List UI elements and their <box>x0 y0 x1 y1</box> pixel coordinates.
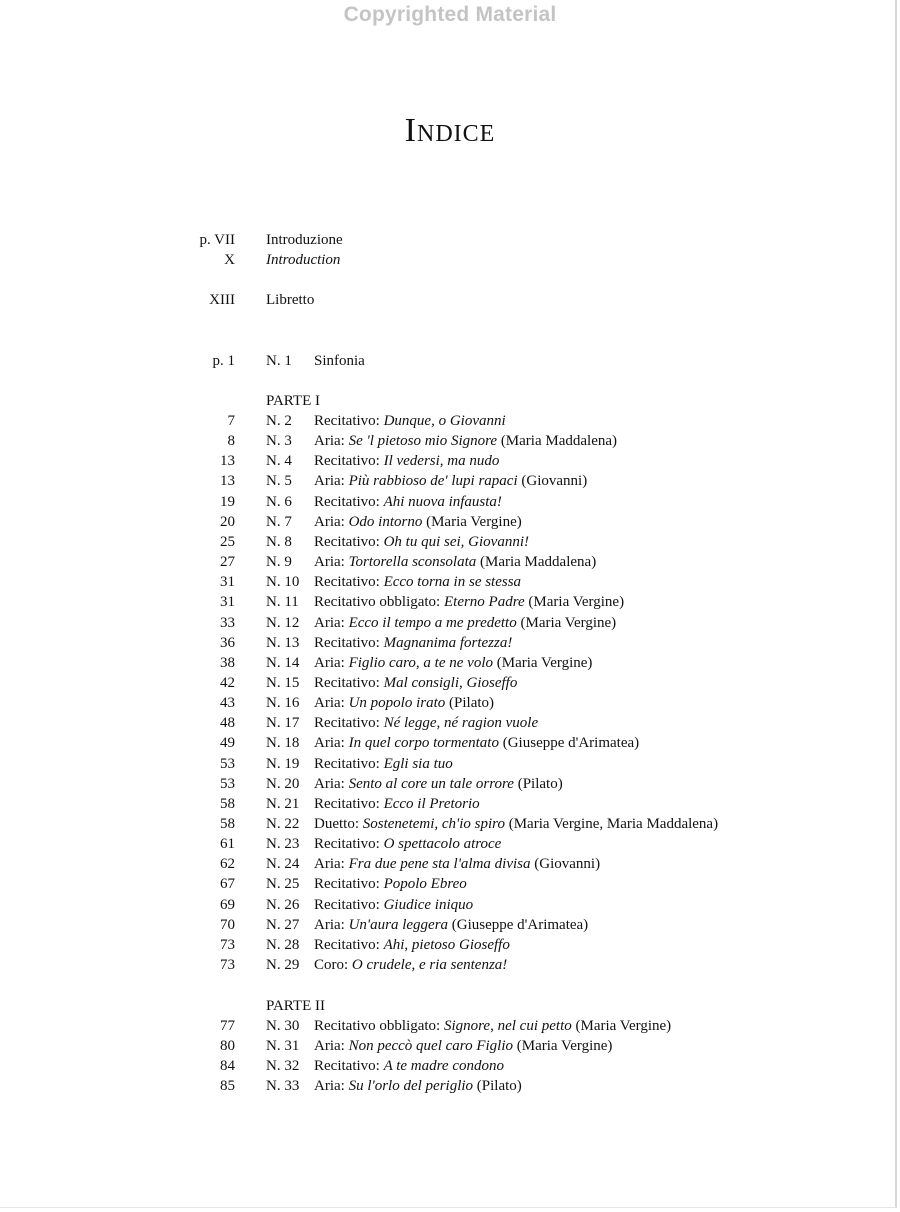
piece-type: Aria: <box>314 433 345 450</box>
entry-body <box>314 854 600 874</box>
entry-body <box>314 592 624 612</box>
piece-type: Aria: <box>314 735 345 752</box>
entry-title: Libretto <box>266 292 315 308</box>
entry-number: N. 13 <box>266 634 300 651</box>
page-number: 31 <box>220 574 235 591</box>
piece-incipit: O spettacolo atroce <box>383 836 502 853</box>
piece-type: Aria: <box>314 1038 345 1055</box>
entry-body <box>314 653 592 673</box>
piece-character: (Giuseppe d'Arimatea) <box>451 916 589 933</box>
entry-number: N. 4 <box>266 453 292 470</box>
page-number: 69 <box>220 896 235 913</box>
piece-incipit: Se 'l pietoso mio Signore <box>348 433 498 450</box>
piece-type: Recitativo: <box>314 715 380 732</box>
entry-body <box>314 794 480 814</box>
page-title: Indice <box>404 112 496 149</box>
piece-character: (Giovanni) <box>534 856 601 873</box>
page-number: 19 <box>220 493 235 510</box>
piece-character: (Pilato) <box>517 775 563 792</box>
entry-body <box>314 895 473 915</box>
entry-body <box>314 1016 671 1036</box>
entry-body <box>314 955 507 975</box>
entry-number: N. 30 <box>266 1018 300 1034</box>
piece-character: (Maria Vergine) <box>528 594 625 611</box>
piece-incipit: O crudele, e ria sentenza! <box>351 957 508 974</box>
entry-number: N. 33 <box>266 1078 300 1095</box>
entry-number: N. 26 <box>266 896 300 913</box>
page-number: 53 <box>220 775 235 792</box>
entry-body <box>314 935 510 955</box>
entry-body <box>314 673 517 693</box>
entry-body <box>314 552 596 572</box>
entry-body <box>314 572 521 592</box>
piece-type: Aria: <box>314 1078 345 1095</box>
entry-number: N. 11 <box>266 594 299 611</box>
piece-type: Recitativo: <box>314 755 380 772</box>
entry-body <box>314 1056 504 1076</box>
page-number: X <box>224 252 235 268</box>
entry-number: N. 9 <box>266 554 292 571</box>
entry-number: N. 24 <box>266 856 300 873</box>
piece-type: Recitativo obbligato: <box>314 594 441 611</box>
piece-type: Aria: <box>314 916 345 933</box>
piece-type: Recitativo: <box>314 836 380 853</box>
piece-incipit: Su l'orlo del periglio <box>348 1078 474 1095</box>
page-number: 62 <box>220 856 235 873</box>
piece-character: (Pilato) <box>476 1078 522 1095</box>
entry-body <box>314 693 494 713</box>
piece-incipit: In quel corpo tormentato <box>348 735 499 752</box>
piece-incipit: Più rabbioso de' lupi rapaci <box>348 473 518 490</box>
piece-incipit: Il vedersi, ma nudo <box>383 453 500 470</box>
entry-number: N. 3 <box>266 433 292 450</box>
page-number: 31 <box>220 594 235 611</box>
piece-incipit: Dunque, o Giovanni <box>383 413 506 429</box>
page-number: 61 <box>220 836 235 853</box>
entry-body <box>314 915 588 935</box>
page-number: 49 <box>220 735 235 752</box>
piece-type: Aria: <box>314 856 345 873</box>
page-number: 48 <box>220 715 235 732</box>
page-number: 13 <box>220 473 235 490</box>
page-number: 38 <box>220 654 235 671</box>
entry-body <box>314 613 616 633</box>
piece-type: Recitativo: <box>314 533 380 550</box>
entry-number: N. 27 <box>266 916 300 933</box>
piece-type: Duetto: <box>314 816 359 832</box>
entry-body <box>314 733 639 753</box>
piece-type: Recitativo: <box>314 634 380 651</box>
piece-incipit: Sostenetemi, ch'io spiro <box>362 816 505 832</box>
entry-body <box>314 492 502 512</box>
section-heading-label: PARTE II <box>266 998 325 1014</box>
piece-type: Aria: <box>314 654 345 671</box>
page-number: XIII <box>209 292 235 308</box>
piece-incipit: Tortorella sconsolata <box>348 554 477 571</box>
piece-character: (Maria Maddalena) <box>480 554 597 571</box>
page-number: 8 <box>227 433 235 450</box>
piece-type: Aria: <box>314 614 345 631</box>
piece-incipit: Magnanima fortezza! <box>383 634 513 651</box>
piece-type: Recitativo: <box>314 876 380 893</box>
piece-incipit: A te madre condono <box>383 1058 504 1075</box>
entry-body <box>314 411 506 431</box>
entry-title: Introduzione <box>266 232 343 248</box>
entry-number: N. 22 <box>266 816 300 832</box>
entry-number: N. 5 <box>266 473 292 490</box>
piece-incipit: Un popolo irato <box>348 695 446 712</box>
piece-character: (Giuseppe d'Arimatea) <box>502 735 640 752</box>
page-number: 77 <box>220 1018 235 1034</box>
piece-type: Recitativo: <box>314 1058 380 1075</box>
entry-number: N. 10 <box>266 574 300 591</box>
entry-number: N. 15 <box>266 674 300 691</box>
entry-body <box>314 512 522 532</box>
piece-type: Recitativo: <box>314 453 380 470</box>
entry-body <box>314 1036 612 1056</box>
entry-number: N. 28 <box>266 936 300 953</box>
piece-character: (Maria Vergine) <box>575 1018 672 1034</box>
entry-number: N. 14 <box>266 654 300 671</box>
entry-number: N. 17 <box>266 715 300 732</box>
entry-title: Introduction <box>266 252 341 268</box>
page-number: 7 <box>227 413 235 429</box>
page-number: 25 <box>220 533 235 550</box>
piece-incipit: Giudice iniquo <box>383 896 474 913</box>
page-number: 85 <box>220 1078 235 1095</box>
piece-incipit: Un'aura leggera <box>348 916 449 933</box>
entry-body <box>314 754 453 774</box>
entry-number: N. 12 <box>266 614 300 631</box>
piece-incipit: Signore, nel cui petto <box>443 1018 572 1034</box>
entry-number: N. 1 <box>266 353 292 369</box>
page-number: 42 <box>220 674 235 691</box>
entry-number: N. 25 <box>266 876 300 893</box>
entry-title: Sinfonia <box>314 353 365 369</box>
piece-type: Recitativo: <box>314 574 380 591</box>
page-number: 73 <box>220 957 235 974</box>
page-number: 58 <box>220 795 235 812</box>
entry-body <box>314 774 563 794</box>
piece-incipit: Odo intorno <box>348 513 423 530</box>
entry-body <box>314 451 499 471</box>
piece-type: Recitativo: <box>314 674 380 691</box>
page-number: p. 1 <box>212 353 235 369</box>
piece-character: (Maria Vergine) <box>496 654 593 671</box>
page-number: 36 <box>220 634 235 651</box>
page-number: 27 <box>220 554 235 571</box>
entry-body <box>314 814 718 834</box>
piece-character: (Maria Vergine) <box>426 513 522 530</box>
entry-body <box>314 633 512 653</box>
piece-incipit: Mal consigli, Gioseffo <box>383 674 518 691</box>
entry-body <box>314 713 538 733</box>
piece-incipit: Non peccò quel caro Figlio <box>348 1038 513 1055</box>
page-number: 33 <box>220 614 235 631</box>
piece-character: (Giovanni) <box>521 473 588 490</box>
entry-number: N. 21 <box>266 795 300 812</box>
piece-character: (Maria Vergine, Maria Maddalena) <box>508 816 719 832</box>
piece-incipit: Fra due pene sta l'alma divisa <box>348 856 531 873</box>
entry-number: N. 16 <box>266 695 300 712</box>
watermark: Copyrighted Material <box>343 3 557 26</box>
piece-incipit: Né legge, né ragion vuole <box>383 715 539 732</box>
piece-incipit: Ahi, pietoso Gioseffo <box>383 936 510 953</box>
piece-type: Coro: <box>314 957 349 974</box>
piece-type: Aria: <box>314 513 345 530</box>
piece-type: Aria: <box>314 695 345 712</box>
entry-body <box>314 874 467 894</box>
piece-type: Recitativo: <box>314 795 380 812</box>
page-number: 70 <box>220 916 235 933</box>
page-number: 43 <box>220 695 235 712</box>
piece-type: Recitativo: <box>314 493 380 510</box>
entry-number: N. 6 <box>266 493 292 510</box>
piece-incipit: Oh tu qui sei, Giovanni! <box>383 533 529 550</box>
piece-incipit: Eterno Padre <box>443 594 525 611</box>
entry-body <box>314 1076 522 1096</box>
entry-number: N. 8 <box>266 533 292 550</box>
page-number: 13 <box>220 453 235 470</box>
page-number: 73 <box>220 936 235 953</box>
entry-number: N. 20 <box>266 775 300 792</box>
entry-number: N. 7 <box>266 513 292 530</box>
entry-number: N. 19 <box>266 755 300 772</box>
entry-body <box>314 532 529 552</box>
piece-incipit: Sento al core un tale orrore <box>348 775 514 792</box>
piece-incipit: Ecco il Pretorio <box>383 795 480 812</box>
piece-incipit: Ahi nuova infausta! <box>383 493 502 510</box>
page-number: 80 <box>220 1038 235 1055</box>
entry-body <box>314 471 587 491</box>
piece-type: Aria: <box>314 775 345 792</box>
piece-incipit: Egli sia tuo <box>383 755 453 772</box>
entry-number: N. 23 <box>266 836 300 853</box>
page-number: 53 <box>220 755 235 772</box>
piece-type: Recitativo: <box>314 896 380 913</box>
entry-body <box>314 431 617 451</box>
page-number: 58 <box>220 816 235 832</box>
entry-body <box>314 834 501 854</box>
page-number: p. VII <box>199 232 235 248</box>
piece-type: Recitativo: <box>314 413 380 429</box>
piece-type: Recitativo: <box>314 936 380 953</box>
page-number: 67 <box>220 876 235 893</box>
entry-number: N. 31 <box>266 1038 300 1055</box>
piece-incipit: Ecco il tempo a me predetto <box>348 614 517 631</box>
entry-number: N. 32 <box>266 1058 300 1075</box>
piece-incipit: Ecco torna in se stessa <box>383 574 522 591</box>
entry-number: N. 18 <box>266 735 300 752</box>
piece-type: Aria: <box>314 473 345 490</box>
page-number: 20 <box>220 513 235 530</box>
piece-character: (Maria Vergine) <box>516 1038 613 1055</box>
section-heading-label: PARTE I <box>266 393 320 409</box>
piece-character: (Pilato) <box>449 695 495 712</box>
piece-type: Recitativo obbligato: <box>314 1018 441 1034</box>
entry-number: N. 2 <box>266 413 292 429</box>
piece-character: (Maria Vergine) <box>520 614 617 631</box>
piece-character: (Maria Maddalena) <box>500 433 618 450</box>
entry-number: N. 29 <box>266 957 300 974</box>
piece-incipit: Figlio caro, a te ne volo <box>348 654 493 671</box>
page-number: 84 <box>220 1058 235 1075</box>
piece-incipit: Popolo Ebreo <box>383 876 467 893</box>
piece-type: Aria: <box>314 554 345 571</box>
